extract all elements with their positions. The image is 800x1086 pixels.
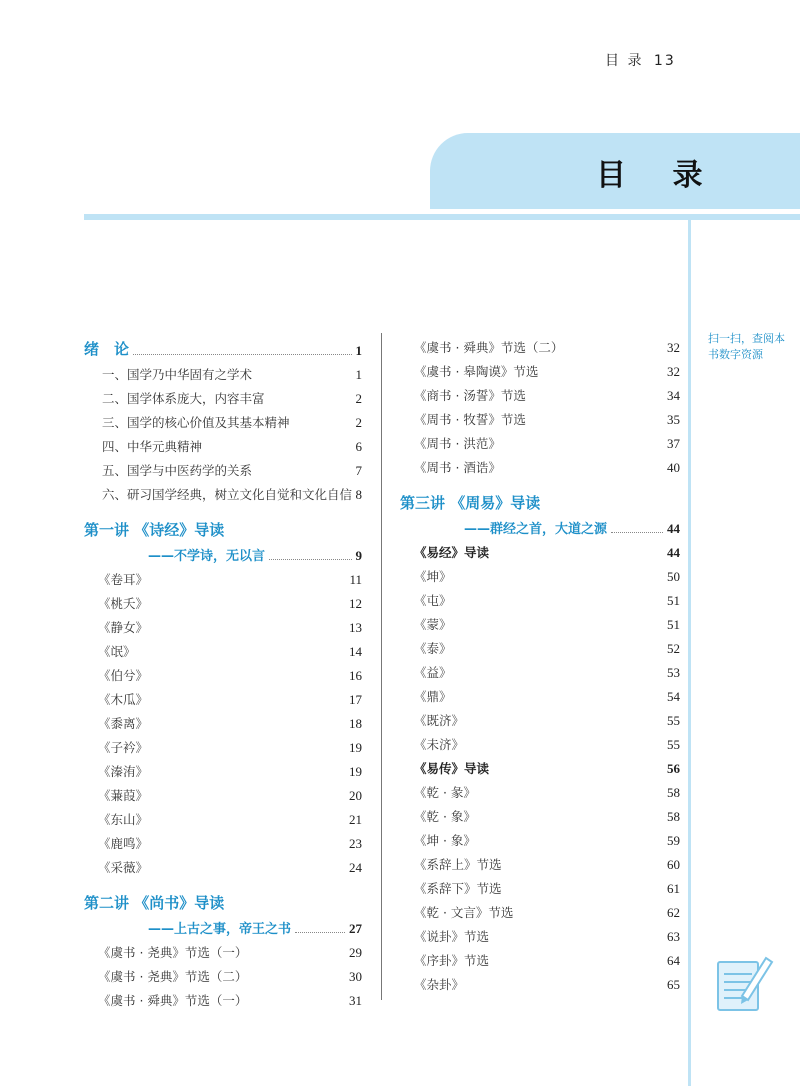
toc-entry [84,383,362,407]
toc-entry [400,380,680,404]
toc-heading [84,332,362,359]
toc-page-number: 56 [667,761,680,776]
toc-entry-title: 《序卦》节选 [414,953,490,968]
page-title: 目 录 [596,158,721,193]
toc-page-number: 8 [355,487,362,502]
toc-entry [84,961,362,985]
toc-entry [84,756,362,780]
toc-page-number: 64 [667,953,680,968]
toc-entry-title: ——上古之事，帝王之书 [148,922,292,937]
toc-page-number: 13 [349,620,362,635]
leader-dots [295,932,345,933]
toc-page-number: 32 [667,340,680,355]
toc-entry-title: 六、研习国学经典，树立文化自觉和文化自信 [102,487,353,502]
toc-subtitle [84,540,362,564]
section-gap [84,503,362,513]
toc-entry-title: 《系辞上》节选 [414,857,502,872]
leader-dots [269,559,351,560]
toc-entry [84,780,362,804]
toc-entry [400,404,680,428]
toc-entry [84,359,362,383]
toc-entry-title: 《虞书 · 尧典》节选（二） [98,969,248,984]
toc-entry-title: 《周书 · 酒诰》 [414,460,501,475]
toc-entry [400,633,680,657]
toc-entry-title: 《未济》 [414,737,465,752]
toc-entry-title: 《泰》 [414,641,452,656]
toc-page-number: 58 [667,785,680,800]
toc-entry-title: 《乾 · 文言》节选 [414,905,514,920]
toc-page-number: 19 [349,740,362,755]
toc-entry-title: 《周书 · 洪范》 [414,436,501,451]
toc-entry-title: 《鹿鸣》 [98,836,149,851]
toc-page-number: 60 [667,857,680,872]
toc-entry [400,609,680,633]
toc-entry-title: 《蒹葭》 [98,788,149,803]
toc-page-number: 2 [355,391,362,406]
toc-entry-title: 《益》 [414,665,452,680]
toc-page-number: 29 [349,945,362,960]
toc-entry [84,479,362,503]
toc-page-number: 19 [349,764,362,779]
toc-entry [400,921,680,945]
toc-entry [84,636,362,660]
toc-page-number: 9 [355,548,362,563]
running-header [605,50,676,70]
header-rule [84,214,800,220]
toc-entry [400,825,680,849]
toc-page-number: 58 [667,809,680,824]
toc-entry [400,428,680,452]
toc-entry-title: 第一讲 《诗经》导读 [84,521,225,539]
toc-entry-title: 《虞书 · 舜典》节选（一） [98,993,248,1008]
toc-entry [400,332,680,356]
toc-entry-title: 《东山》 [98,812,149,827]
toc-entry-title: 《乾 · 象》 [414,809,476,824]
section-gap [400,476,680,486]
toc-entry-title: 《易经》导读 [414,545,490,560]
toc-page-number: 63 [667,929,680,944]
toc-page-number: 2 [355,415,362,430]
toc-page-number: 31 [349,993,362,1008]
toc-entry-title: 第二讲 《尚书》导读 [84,894,225,912]
toc-subtitle [400,513,680,537]
toc-entry-title: 四、中华元典精神 [102,439,203,454]
toc-entry-title: 《溱洧》 [98,764,149,779]
leader-dots [611,532,663,533]
toc-subtitle [84,913,362,937]
margin-rule [688,214,691,1086]
toc-page-number: 24 [349,860,362,875]
toc-page-number: 1 [355,343,362,358]
toc-page-number: 44 [667,545,680,560]
toc-page-number: 23 [349,836,362,851]
toc-page-number: 53 [667,665,680,680]
toc-entry-title: 《既济》 [414,713,465,728]
toc-entry-title: 三、国学的核心价值及其基本精神 [102,415,290,430]
toc-entry-title: 《卷耳》 [98,572,149,587]
toc-page-number: 54 [667,689,680,704]
toc-entry [400,897,680,921]
section-gap [84,876,362,886]
toc-entry-title: 《说卦》节选 [414,929,490,944]
toc-left-column [84,332,362,1009]
toc-entry [400,356,680,380]
toc-entry [84,612,362,636]
toc-entry [84,828,362,852]
toc-entry-title: 《屯》 [414,593,452,608]
toc-page-number: 1 [355,367,362,382]
toc-entry-title: 绪 论 [84,340,130,358]
toc-page-number: 11 [349,572,362,587]
toc-page-number: 34 [667,388,680,403]
toc-entry-title: 一、国学乃中华固有之学术 [102,367,253,382]
toc-entry-title: 《坤》 [414,569,452,584]
leader-dots [133,354,351,355]
toc-entry [400,849,680,873]
toc-entry [400,753,680,777]
toc-entry-title: 《氓》 [98,644,136,659]
toc-entry-title: ——不学诗，无以言 [148,549,266,564]
toc-entry [400,561,680,585]
toc-page-number: 32 [667,364,680,379]
toc-entry-title: ——群经之首，大道之源 [464,522,608,537]
toc-page-number: 35 [667,412,680,427]
notebook-pencil-icon [712,950,774,1016]
toc-page-number: 50 [667,569,680,584]
toc-entry [400,585,680,609]
toc-entry [400,452,680,476]
toc-entry [84,985,362,1009]
toc-entry [84,564,362,588]
toc-entry-title: 《虞书 · 舜典》节选（二） [414,340,564,355]
toc-page-number: 18 [349,716,362,731]
toc-page-number: 30 [349,969,362,984]
toc-entry [84,455,362,479]
toc-entry [400,945,680,969]
toc-entry-title: 第三讲 《周易》导读 [400,494,541,512]
toc-entry-title: 《木瓜》 [98,692,149,707]
toc-entry-title: 《虞书 · 皋陶谟》节选 [414,364,539,379]
toc-page-number: 51 [667,617,680,632]
toc-entry-title: 《子衿》 [98,740,149,755]
toc-entry [84,852,362,876]
toc-entry [84,588,362,612]
toc-entry [84,660,362,684]
toc-entry-title: 《伯兮》 [98,668,149,683]
toc-right-column [400,332,680,993]
toc-page-number: 61 [667,881,680,896]
toc-entry-title: 《静女》 [98,620,149,635]
toc-entry-title: 《采薇》 [98,860,149,875]
toc-entry-title: 《黍离》 [98,716,149,731]
toc-entry [84,407,362,431]
toc-page-number: 52 [667,641,680,656]
toc-page-number: 55 [667,737,680,752]
toc-page-number: 44 [667,521,680,536]
toc-page-number: 37 [667,436,680,451]
toc-page-number: 27 [349,921,362,936]
toc-entry-title: 《系辞下》节选 [414,881,502,896]
toc-page-number: 21 [349,812,362,827]
toc-entry [400,801,680,825]
header-page-number: 13 [653,53,676,69]
toc-entry-title: 《商书 · 汤誓》节选 [414,388,526,403]
toc-entry-title: 《桃夭》 [98,596,149,611]
toc-entry-title: 《易传》导读 [414,761,490,776]
toc-entry-title: 《坤 · 象》 [414,833,476,848]
toc-entry [400,969,680,993]
header-label: 目 录 [605,53,644,69]
toc-entry [400,777,680,801]
toc-entry [84,732,362,756]
toc-page-number: 65 [667,977,680,992]
column-divider [381,333,382,1000]
toc-page-number: 7 [355,463,362,478]
qr-scan-note: 扫一扫，查阅本书数字资源 [708,332,785,361]
toc-page-number: 14 [349,644,362,659]
toc-entry [400,681,680,705]
toc-page-number: 16 [349,668,362,683]
toc-entry [84,431,362,455]
toc-entry [400,729,680,753]
toc-entry [400,873,680,897]
toc-page-number: 59 [667,833,680,848]
toc-entry-title: 《鼎》 [414,689,452,704]
toc-entry-title: 《虞书 · 尧典》节选（一） [98,945,248,960]
toc-entry-title: 《杂卦》 [414,977,465,992]
toc-entry [400,705,680,729]
toc-entry-title: 二、国学体系庞大，内容丰富 [102,391,265,406]
toc-entry [84,937,362,961]
toc-page-number: 40 [667,460,680,475]
toc-heading [400,486,680,513]
toc-page-number: 62 [667,905,680,920]
toc-entry [400,657,680,681]
toc-entry-title: 《周书 · 牧誓》节选 [414,412,526,427]
toc-entry-title: 《蒙》 [414,617,452,632]
toc-page-number: 55 [667,713,680,728]
toc-entry [84,708,362,732]
toc-page-number: 51 [667,593,680,608]
toc-heading [84,886,362,913]
toc-entry [400,537,680,561]
toc-heading [84,513,362,540]
toc-entry [84,684,362,708]
toc-entry-title: 《乾 · 彖》 [414,785,476,800]
toc-page-number: 20 [349,788,362,803]
toc-entry-title: 五、国学与中医药学的关系 [102,463,253,478]
toc-page-number: 17 [349,692,362,707]
toc-page-number: 12 [349,596,362,611]
toc-entry [84,804,362,828]
toc-page-number: 6 [355,439,362,454]
